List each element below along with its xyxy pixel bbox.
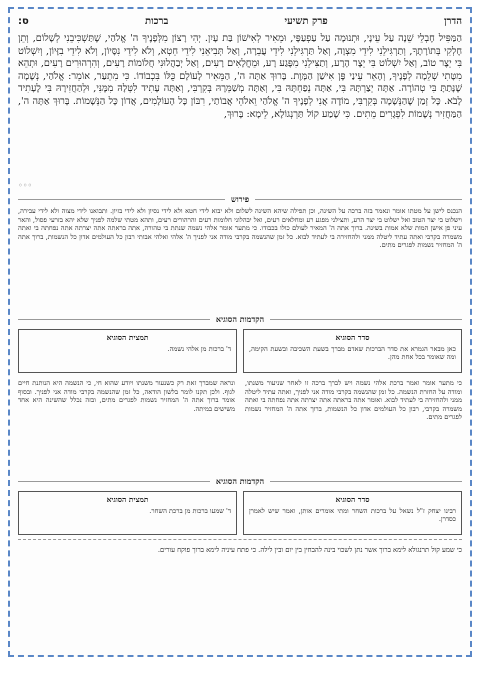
page-header (18, 15, 462, 29)
header-tractate: ברכות (145, 16, 169, 27)
ornament: ◦◦◦ (18, 181, 33, 190)
box-title: תמצית הסוגיא (106, 333, 149, 342)
box-text: ד' שמעו ברכות מן ברכת השחר. (149, 507, 231, 515)
separator-line (18, 481, 210, 482)
bottom-text: כי שמע קול תרנגולא לימא ברוך אשר נתן לשכוי בינה להבחין בין יום ובין לילה. כי פתח עיניה לימא ברוך פוקח עורים. (157, 546, 462, 554)
separator-line (270, 319, 462, 320)
intro-label-1: הקדמות הסוגיא (215, 314, 265, 324)
header-right: הדרן (443, 16, 462, 27)
document-page (8, 7, 472, 657)
page-content (18, 15, 462, 649)
box-text: כאן מבאר הגמרא את סדר הברכות שאדם מברך בשעת השכיבה ובשעת הקימה, ומה שאומר בכל אחת מהן. (249, 345, 456, 362)
intro-boxes-1 (18, 329, 462, 373)
separator-line (18, 319, 210, 320)
intro-separator-2 (18, 475, 462, 487)
box-title: תמצית הסוגיא (106, 495, 149, 504)
box-title: סדר הסוגיא (335, 495, 370, 504)
main-text: הַמַּפִּיל חֶבְלֵי שֵׁנָה עַל עֵינָי, וּתְנוּמָה עַל עַפְעַפָּי, וּמֵאִיר לְאִישׁוֹן בַּת עָיִן. יְהִי רָצוֹן מִלְּפָנֶיךָ ה' אֱלֹהַי, שֶׁתַּשְׁכִּיבֵנִי לְשָׁלוֹם, וְתֵן חֶלְקִי בְּתוֹרָתֶךָ, וְתַרְגִּילֵנִי לִידֵי מִצְוָה, וְאַל תַּרְגִּילֵנִי לִידֵי עֲבֵרָה, וְאַל תְּבִיאֵנִי לִידֵי חֵטְא, וְלֹא לִידֵי נִסָּיוֹן, וְלֹא לִידֵי בִזָּיוֹן, וְיִשְׁלוֹט בִּי יֵצֶר טוֹב, וְאַל יִשְׁלוֹט בִּי יֵצֶר הָרָע, וְתַצִּילֵנִי מִפֶּגַע רָע, וּמֵחֳלָאִים רָעִים, וְאַל יְבַהֲלוּנִי חֲלוֹמוֹת רָעִים, וְהִרְהוּרִים רָעִים, וּתְהֵא מִטָּתִי שְׁלֵמָה לְפָנֶיךָ, וְהָאֵר עֵינַי פֶּן אִישַׁן הַמָּוֶת. בָּרוּךְ אַתָּה ה', הַמֵּאִיר לָעוֹלָם כֻּלּוֹ בִּכְבוֹדוֹ. כִּי מִתְעַר, אוֹמֵר: אֱלֹהַי, נְשָׁמָה שֶׁנָּתַתָּ בִּי טְהוֹרָה. אַתָּה יְצַרְתָּהּ בִּי, אַתָּה נְפַחְתָּהּ בִּי, וְאַתָּה מְשַׁמְּרָהּ בְּקִרְבִּי, וְאַתָּה עָתִיד לִטְּלָהּ מִמֶּנִּי, וּלְהַחֲזִירָהּ בִּי לֶעָתִיד לָבֹא. כָּל זְמַן שֶׁהַנְּשָׁמָה בְּקִרְבִּי, מוֹדֶה אֲנִי לְפָנֶיךָ ה' אֱלֹהַי וֵאלֹהֵי אֲבוֹתַי, רִבּוֹן כָּל הָעוֹלָמִים, אֲדוֹן כָּל הַנְּשָׁמוֹת. בָּרוּךְ אַתָּה ה', הַמַּחֲזִיר נְשָׁמוֹת לִפְגָרִים מֵתִים. כִּי שָׁמַע קוֹל תַּרְנְגוֹלָא, לֵימָא: בָּרוּךְ, (18, 33, 462, 120)
sugya-summary-box (18, 491, 237, 535)
separator-line (270, 481, 462, 482)
separator-line (255, 199, 462, 200)
box-title: סדר הסוגיא (335, 333, 370, 342)
column-left: ונראה שמברך זאת רק כשנעור משנתו ויודע שהוא חי, כי הנשמה היא הנותנת חיים לגוף. ולכן תקנו לומר בלשון הודאה, כל זמן שהנשמה בקרבי מודה אני לפניך. ובסוף אומר ברוך אתה ה' המחזיר נשמות לפגרים מתים, ובזה נכלל שהשינה היא אחד משישים במיתה. (18, 379, 235, 413)
box-text: ד' ברכות מן אלהי נשמה. (167, 345, 231, 353)
column-right: כי מתער אומר ואמר ברכת אלהי נשמה ויש לברך ברכה זו לאחר שניעור משנתו, ומודה על החזרת הנשמה. כל זמן שהנשמה בקרבי מודה אני לפניך, ואתה עתיד ליטלה ממני ולהחזירה בי לעתיד לבוא. ואומר אתה בראתה אתה יצרתה אתה נפחתה בי ואתה משמרה בקרבי, רבון כל העולמים אדון כל הנשמות, ברוך אתה ה' המחזיר נשמות לפגרים מתים. (245, 379, 462, 422)
sugya-order-box (243, 491, 462, 535)
box-text: רבינו יצחק ז"ל נשאל על ברכות השחר ומתי אומרים אותן, ואמר שיש לאמרן כסדרן. (249, 507, 456, 524)
sugya-order-box (243, 329, 462, 373)
separator-line (18, 199, 225, 200)
commentary-label: פירוש (230, 194, 250, 204)
intro-boxes-2 (18, 491, 462, 535)
commentary-text: הנכנס לישן על מטתו אומר ונאמר בזה ברכה על השינה, וכן תפילה שיהא השינה לשלום ולא יבוא לידי חטא ולא לידי נסיון ולא לידי בזיון. ותבואנו לידי מצוה ולא לידי עבירה, וישלוט בי יצר הטוב ואל ישלוט בי יצר הרע, ותצילני מפגע רע ומחלאים רעים, ואל יבהלוני חלומות רעים והרהורים רעים, ותהא מטתי שלמה לפניך שלא יהא בזרעי פסול, והאר עיני פן אישן המות שלא אמות בשינה. ברוך אתה ה' המאיר לעולם כולו בכבודו. כי מתער אומר אלהי נשמה שנתת בי טהורה, אתה בראתה אתה יצרתה אתה נפחתה בי ואתה משמרה בקרבי ואתה עתיד ליטלה ממני ולהחזירה בי לעתיד לבוא. כל זמן שהנשמה בקרבי מודה אני לפניך ה' אלהי ואלהי אבותי רבון כל העולמים אדון כל הנשמות, ברוך אתה ה' המחזיר נשמות לפגרים מתים. (18, 207, 462, 250)
intro-label-2: הקדמות הסוגיא (215, 476, 265, 486)
divider (18, 539, 462, 540)
sugya-summary-box (18, 329, 237, 373)
two-column-text (18, 379, 462, 473)
commentary-separator (18, 193, 462, 205)
header-chapter: פרק תשיעי (284, 16, 328, 27)
page-number: ס: (18, 16, 29, 27)
intro-separator-1 (18, 313, 462, 325)
